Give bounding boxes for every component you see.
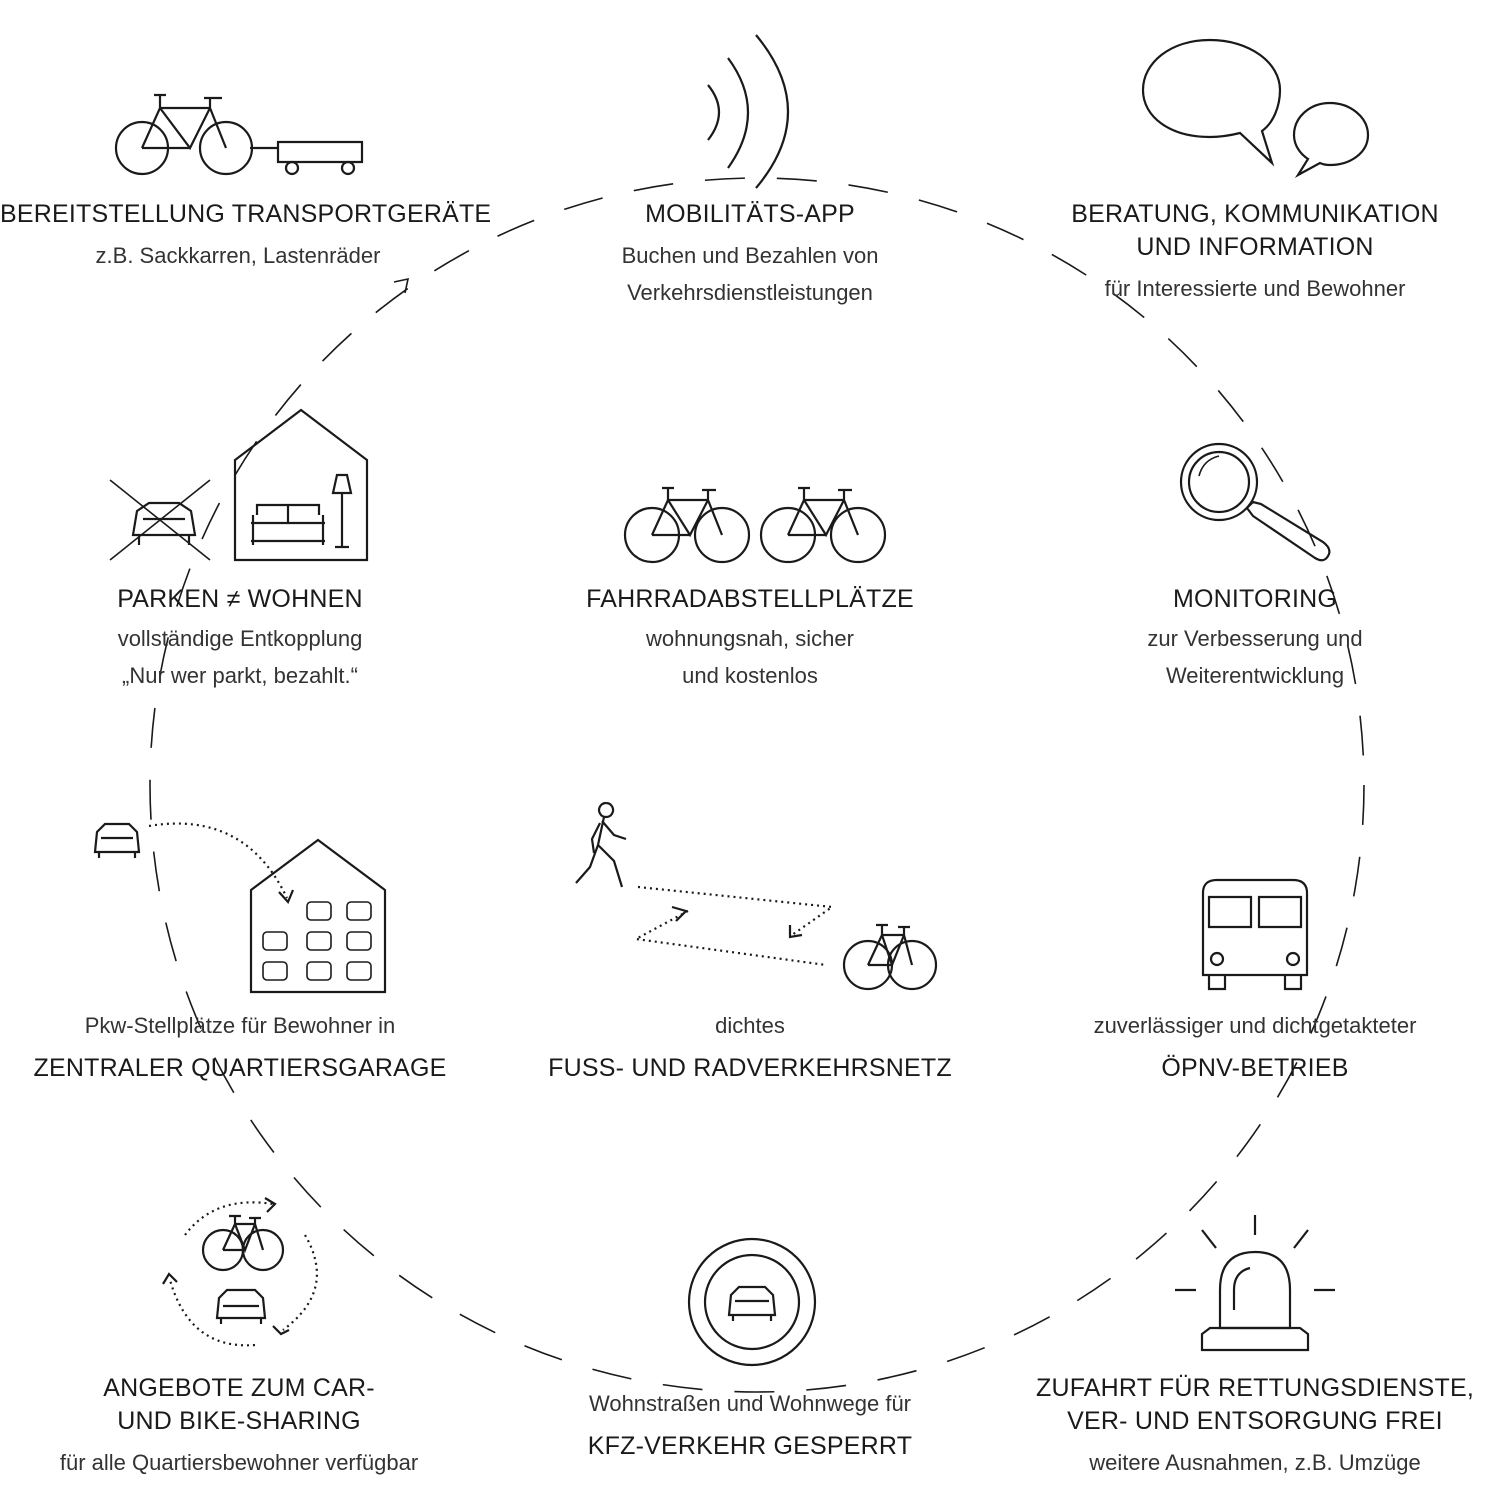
- transport-title: BEREITSTELLUNG TRANSPORTGERÄTE: [0, 200, 492, 228]
- dotted-path: [636, 887, 832, 965]
- sharing-text: [0, 1372, 478, 1481]
- oepnv-title: ÖPNV-BETRIEB: [1161, 1054, 1349, 1082]
- bicycle-icon: [203, 1216, 283, 1270]
- circle-arrow-head: [394, 279, 408, 293]
- transport-text: [0, 198, 492, 274]
- app-subtitle-1: Buchen und Bezahlen von: [621, 243, 879, 268]
- sharing-title-1: ANGEBOTE ZUM CAR-: [103, 1374, 375, 1402]
- car-icon: [217, 1290, 265, 1324]
- fahrrad-text: [520, 583, 980, 694]
- monitoring-subtitle-1: zur Verbesserung und: [1147, 626, 1363, 651]
- app-text: [520, 198, 980, 311]
- small-car-icon: [95, 824, 139, 858]
- no-vehicles-sign-icon: [685, 1235, 820, 1370]
- garage-title: ZENTRALER QUARTIERSGARAGE: [33, 1054, 447, 1082]
- parking-garage-icon: [85, 810, 395, 1000]
- zufahrt-title-1: ZUFAHRT FÜR RETTUNGSDIENSTE,: [1035, 1374, 1475, 1402]
- speech-bubbles-icon: [1140, 35, 1380, 185]
- car-icon: [729, 1287, 775, 1321]
- app-title: MOBILITÄTS-APP: [645, 200, 855, 228]
- sharing-subtitle: für alle Quartiersbewohner verfügbar: [59, 1450, 419, 1475]
- netz-text: [520, 1010, 980, 1085]
- garage-text: [20, 1010, 460, 1085]
- oepnv-above: zuverlässiger und dichtgetakteter: [1093, 1013, 1417, 1038]
- magnifying-glass-icon: [1175, 440, 1335, 570]
- house-no-car-icon: [105, 405, 375, 565]
- parken-text: [60, 583, 420, 694]
- transport-subtitle: z.B. Sackkarren, Lastenräder: [95, 243, 381, 268]
- parken-title: PARKEN ≠ WOHNEN: [117, 585, 363, 613]
- dotted-arrow: [149, 824, 287, 898]
- beratung-title-1: BERATUNG, KOMMUNIKATION: [1071, 200, 1439, 228]
- bicycle-icon: [844, 925, 936, 989]
- monitoring-title: MONITORING: [1172, 585, 1338, 613]
- fahrrad-title: FAHRRADABSTELLPLÄTZE: [586, 585, 914, 613]
- oepnv-text: [1040, 1010, 1470, 1085]
- fahrrad-subtitle-1: wohnungsnah, sicher: [646, 626, 854, 651]
- parken-subtitle-2: „Nur wer parkt, bezahlt.“: [122, 663, 358, 688]
- zufahrt-title-2: VER- UND ENTSORGUNG FREI: [1067, 1407, 1443, 1435]
- pedestrian-to-bicycle-icon: [570, 795, 940, 995]
- beratung-text: [1020, 198, 1490, 307]
- monitoring-text: [1040, 583, 1470, 694]
- monitoring-subtitle-2: Weiterentwicklung: [1165, 663, 1345, 688]
- floor-lamp-icon: [333, 475, 351, 547]
- bus-icon: [1195, 875, 1315, 995]
- pedestrian-icon: [576, 803, 626, 887]
- beratung-subtitle: für Interessierte und Bewohner: [1104, 276, 1406, 301]
- sofa-icon: [251, 505, 325, 545]
- kfz-title: KFZ-VERKEHR GESPERRT: [587, 1432, 913, 1460]
- sharing-title-2: UND BIKE-SHARING: [117, 1407, 361, 1435]
- netz-above: dichtes: [715, 1013, 785, 1038]
- beratung-title-2: UND INFORMATION: [1136, 233, 1374, 261]
- two-bicycles-icon: [620, 480, 890, 565]
- garage-above: Pkw-Stellplätze für Bewohner in: [84, 1013, 396, 1038]
- garage-outline: [251, 840, 385, 992]
- netz-title: FUSS- UND RADVERKEHRSNETZ: [548, 1054, 952, 1082]
- cross-lines: [110, 480, 210, 560]
- emergency-siren-icon: [1170, 1210, 1340, 1355]
- kfz-above: Wohnstraßen und Wohnwege für: [588, 1391, 912, 1416]
- parken-subtitle-1: vollständige Entkopplung: [117, 626, 363, 651]
- car-bike-sharing-cycle-icon: [155, 1190, 330, 1355]
- fahrrad-subtitle-2: und kostenlos: [682, 663, 818, 688]
- app-subtitle-2: Verkehrsdienstleistungen: [627, 280, 873, 305]
- zufahrt-subtitle: weitere Ausnahmen, z.B. Umzüge: [1089, 1450, 1421, 1475]
- bicycle-with-trailer-icon: [110, 90, 370, 180]
- house-outline: [235, 410, 367, 560]
- kfz-text: [520, 1388, 980, 1463]
- signal-waves-icon: [690, 30, 810, 190]
- zufahrt-text: [1020, 1372, 1490, 1481]
